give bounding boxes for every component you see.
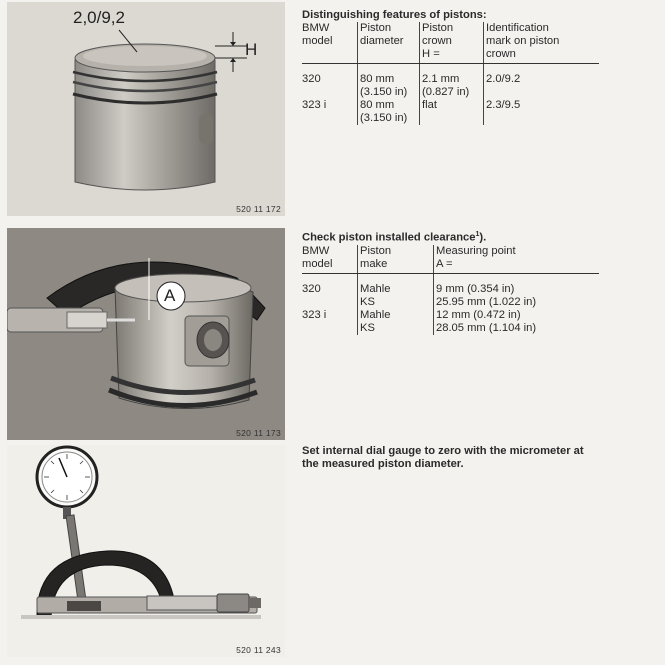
dial-gauge-illustration <box>7 445 285 657</box>
header-cell: A = <box>436 257 453 270</box>
table-header-row <box>302 245 599 274</box>
header-cell: Measuring point <box>436 244 516 257</box>
model-cell: 320 <box>302 73 321 86</box>
dial-gauge-instruction: Set internal dial gauge to zero with the micrometer at the measured piston diameter. <box>302 445 584 471</box>
title-text: Check piston installed clearance <box>302 231 476 244</box>
title-end: ). <box>479 231 487 244</box>
clearance-table <box>302 245 599 335</box>
header-cell: Identification <box>486 22 549 35</box>
piston-crown-illustration <box>7 2 285 216</box>
measure-cell: 28.05 mm (1.104 in) <box>436 321 537 334</box>
section-title <box>302 228 602 245</box>
header-cell: mark on piston <box>486 35 560 48</box>
figure-dial-gauge <box>7 445 285 657</box>
section-title: Distinguishing features of pistons: <box>302 9 487 21</box>
figure-number: 520 11 243 <box>236 645 281 655</box>
table-row <box>302 309 599 335</box>
model-cell: 323 i <box>302 308 327 321</box>
figure-micrometer-piston <box>7 228 285 440</box>
header-cell: crown <box>422 35 452 48</box>
crown-cell: 2.1 mm <box>422 73 460 86</box>
diameter-cell: 80 mm <box>360 73 395 86</box>
measure-cell: 25.95 mm (1.022 in) <box>436 295 537 308</box>
piston-features-section <box>302 9 602 125</box>
header-cell: BMW <box>302 244 330 257</box>
footnote-marker: 1 <box>475 231 480 238</box>
figure-number: 520 11 173 <box>236 428 281 438</box>
clearance-section <box>302 228 602 335</box>
header-cell: make <box>360 257 388 270</box>
table-row <box>302 283 599 309</box>
model-cell: 320 <box>302 282 321 295</box>
make-cell: KS <box>360 321 375 334</box>
header-cell: crown <box>486 48 516 61</box>
header-cell: Piston <box>360 22 392 35</box>
figure-piston-crown <box>7 2 285 216</box>
height-label: H <box>245 40 258 59</box>
make-cell: Mahle <box>360 308 391 321</box>
table-row <box>302 99 599 125</box>
header-cell: BMW <box>302 22 330 35</box>
measure-cell: 12 mm (0.472 in) <box>436 308 521 321</box>
diameter-cell: (3.150 in) <box>360 86 408 99</box>
header-cell: H = <box>422 48 440 61</box>
make-cell: Mahle <box>360 282 391 295</box>
diameter-cell: 80 mm <box>360 99 395 112</box>
mark-cell: 2.3/9.5 <box>484 99 600 125</box>
header-cell: diameter <box>360 35 404 48</box>
diameter-cell: (3.150 in) <box>360 112 408 125</box>
piston-features-table <box>302 22 599 125</box>
header-cell: model <box>302 35 333 48</box>
header-cell: model <box>302 257 333 270</box>
model-cell: 323 i <box>302 99 327 112</box>
figure-number: 520 11 172 <box>236 204 281 214</box>
measure-cell: 9 mm (0.354 in) <box>436 282 515 295</box>
micrometer-illustration <box>7 228 285 440</box>
crown-cell: flat <box>422 99 437 112</box>
table-row <box>302 73 599 99</box>
table-header-row <box>302 22 599 64</box>
header-cell: Piston <box>360 244 392 257</box>
make-cell: KS <box>360 295 375 308</box>
mark-cell: 2.0/9.2 <box>484 73 600 99</box>
crown-marking-label: 2,0/9,2 <box>73 8 125 27</box>
crown-cell: (0.827 in) <box>422 86 470 99</box>
header-cell: Piston <box>422 22 454 35</box>
measuring-point-label: A <box>164 286 176 305</box>
